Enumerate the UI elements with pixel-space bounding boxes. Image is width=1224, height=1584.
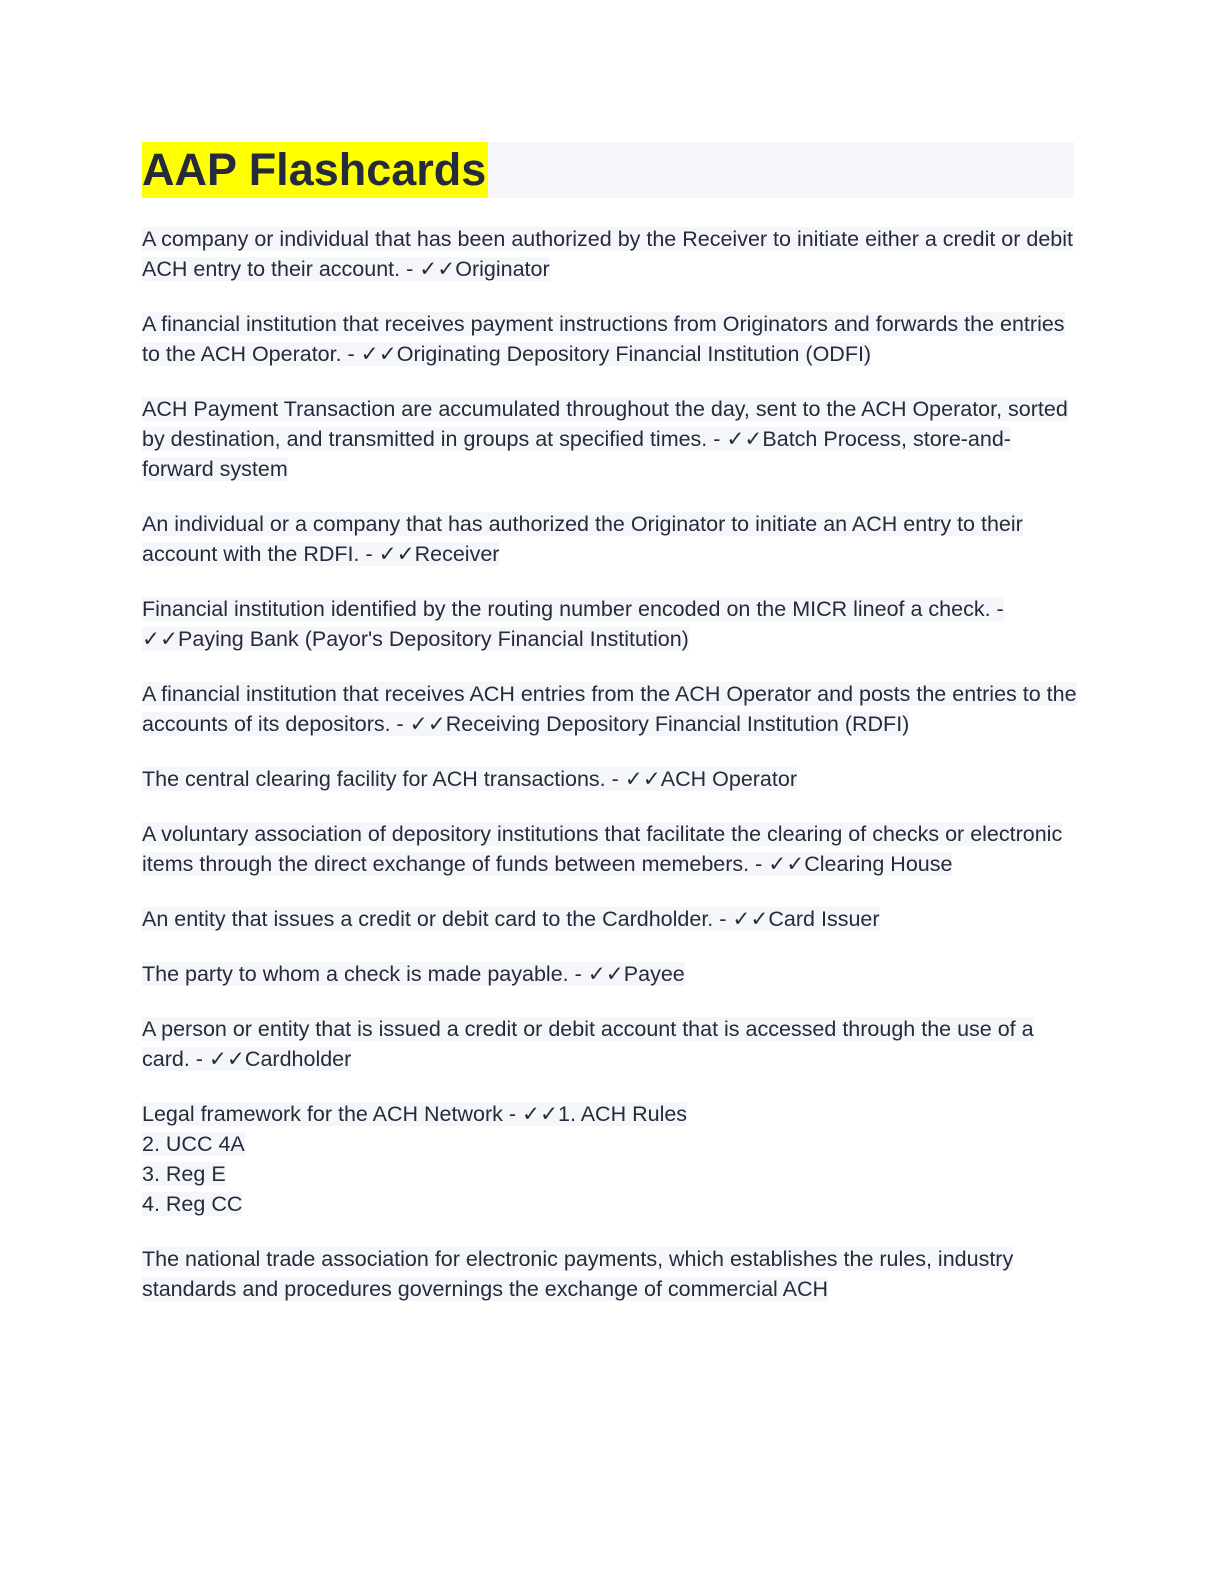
flashcard-text: An entity that issues a credit or debit card to the Cardholder. - ✓✓Card Issuer: [142, 907, 880, 931]
flashcard: [142, 509, 1082, 569]
flashcard-text: A company or individual that has been authorized by the Receiver to initiate either a credit or debit ACH entry to their account. - ✓✓Originator: [142, 227, 1074, 281]
flashcard: [142, 679, 1082, 739]
flashcard-text: A voluntary association of depository institutions that facilitate the clearing of checks or electronic items through the direct exchange of funds between memebers. - ✓✓Clearing House: [142, 822, 1063, 876]
flashcard: [142, 959, 1082, 989]
flashcard-text: The party to whom a check is made payable. - ✓✓Payee: [142, 962, 685, 986]
flashcard-text: The central clearing facility for ACH transactions. - ✓✓ACH Operator: [142, 767, 797, 791]
flashcard: [142, 309, 1082, 369]
flashcard-text: A financial institution that receives payment instructions from Originators and forwards the entries to the ACH Operator. - ✓✓Originating Depository Financial Institution (ODFI): [142, 312, 1065, 366]
flashcard: [142, 1099, 1082, 1219]
flashcard: [142, 1244, 1082, 1304]
flashcard: [142, 819, 1082, 879]
document-title: AAP Flashcards: [142, 142, 488, 198]
flashcard-text: Financial institution identified by the routing number encoded on the MICR lineof a check. - ✓✓Paying Bank (Payor's Depository Financial Institution): [142, 597, 1004, 651]
flashcard-text: A person or entity that is issued a credit or debit account that is accessed through the use of a card. - ✓✓Cardholder: [142, 1017, 1034, 1071]
flashcard: [142, 764, 1082, 794]
flashcard-list: [142, 224, 1082, 1329]
flashcard: [142, 904, 1082, 934]
flashcard-text: An individual or a company that has authorized the Originator to initiate an ACH entry to their account with the RDFI. - ✓✓Receiver: [142, 512, 1023, 566]
flashcard: [142, 394, 1082, 484]
flashcard: [142, 594, 1082, 654]
flashcard-text: A financial institution that receives ACH entries from the ACH Operator and posts the entries to the accounts of its depositors. - ✓✓Receiving Depository Financial Institution (RDFI): [142, 682, 1077, 736]
flashcard-text: The national trade association for electronic payments, which establishes the rules, industry standards and procedures governings the exchange of commercial ACH: [142, 1247, 1014, 1301]
flashcard-text: Legal framework for the ACH Network - ✓✓1. ACH Rules 2. UCC 4A 3. Reg E 4. Reg CC: [142, 1102, 688, 1216]
flashcard-text: ACH Payment Transaction are accumulated throughout the day, sent to the ACH Operator, sorted by destination, and transmitted in groups at specified times. - ✓✓Batch Process, store-and-forward system: [142, 397, 1068, 481]
flashcard: [142, 224, 1082, 284]
flashcard: [142, 1014, 1082, 1074]
